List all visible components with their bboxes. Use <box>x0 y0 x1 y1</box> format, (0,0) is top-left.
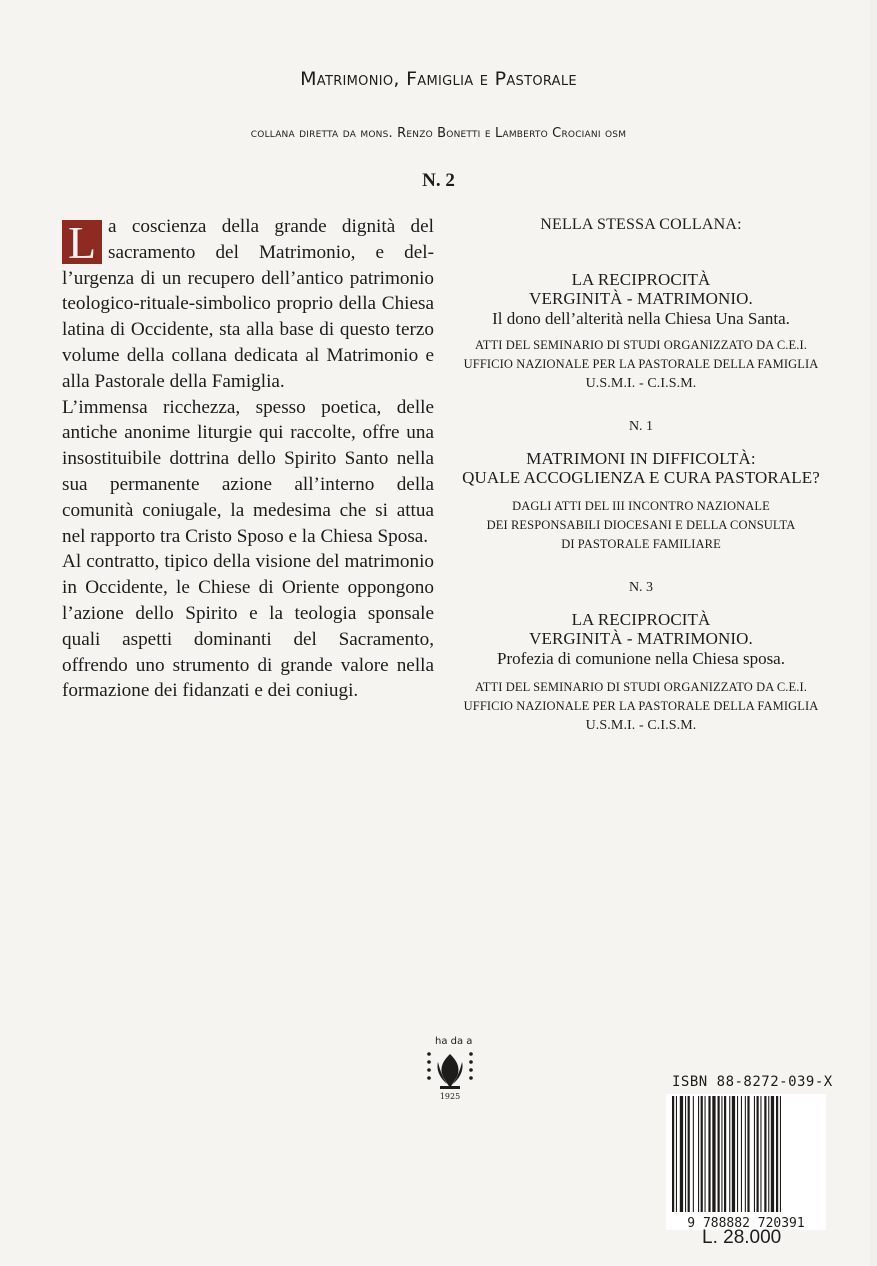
isbn-code: ISBN 88-8272-039-X <box>672 1074 833 1090</box>
barcode-bar <box>724 1096 726 1212</box>
barcode-bar <box>732 1096 735 1212</box>
publisher-year: 1925 <box>439 1092 461 1101</box>
book-note: U.S.M.I. - C.I.S.M. <box>585 376 697 391</box>
book-entry <box>456 419 826 554</box>
barcode-bar <box>701 1096 703 1212</box>
barcode-bar <box>685 1096 686 1212</box>
book-entry <box>456 270 826 393</box>
barcode-bar <box>776 1096 778 1212</box>
barcode-bar <box>780 1096 781 1212</box>
barcode-bar <box>737 1096 738 1212</box>
barcode-bar <box>680 1096 683 1212</box>
barcode-bar <box>688 1096 690 1212</box>
book-number: N. 1 <box>628 419 654 434</box>
barcode-bar <box>672 1096 674 1212</box>
barcode-bar <box>757 1096 759 1212</box>
book-title-line: MATRIMONI IN DIFFICOLTÀ: <box>526 449 756 468</box>
price: L. 28.000 <box>702 1227 782 1248</box>
description-paragraph-3: Al contratto, tipico della visione del matrimonio in Occidente, le Chiese di Oriente oppongono l’azione dello Spirito e la teologia sponsale quali aspetti dominanti del Sacramento, offrendo uno strumento di grande valore nella formazione dei fidanzati e dei coniugi. <box>62 551 434 702</box>
book-title-line: QUALE ACCOGLIENZA E CURA PASTORALE? <box>462 468 820 487</box>
book-note: DEI RESPONSABILI DIOCESANI E DELLA CONSULTA <box>486 518 796 532</box>
barcode <box>666 1094 826 1230</box>
barcode-bar <box>705 1096 706 1212</box>
barcode-bar <box>708 1096 710 1212</box>
book-number: N. 3 <box>628 580 654 595</box>
description-text <box>62 214 434 704</box>
barcode-bar <box>764 1096 766 1212</box>
book-title-line: LA RECIPROCITÀ <box>571 270 711 289</box>
book-title-line: LA RECIPROCITÀ <box>571 610 711 629</box>
dropcap-letter: L <box>62 220 102 264</box>
book-note: UFFICIO NAZIONALE PER LA PASTORALE DELLA FAMIGLIA <box>463 357 819 371</box>
publisher-logo-text: ha da a <box>435 1036 473 1047</box>
book-subtitle: Il dono dell’alterità nella Chiesa Una Santa. <box>492 309 790 328</box>
book-entry <box>456 580 826 735</box>
barcode-bar <box>741 1096 742 1212</box>
barcode-bar <box>676 1096 677 1212</box>
book-note: ATTI DEL SEMINARIO DI STUDI ORGANIZZATO DA C.E.I. <box>475 680 807 694</box>
barcode-bar <box>745 1096 746 1212</box>
barcode-bar <box>771 1096 774 1212</box>
barcode-bar <box>712 1096 715 1212</box>
book-note: ATTI DEL SEMINARIO DI STUDI ORGANIZZATO DA C.E.I. <box>475 338 807 352</box>
series-title: Matrimonio, Famiglia e Pastorale <box>300 68 577 90</box>
book-title-line: VERGINITÀ - MATRIMONIO. <box>529 629 753 648</box>
book-note: DI PASTORALE FAMILIARE <box>561 537 721 551</box>
volume-number: N. 2 <box>422 170 455 191</box>
barcode-bar <box>721 1096 722 1212</box>
barcode-bar <box>754 1096 755 1212</box>
barcode-bar <box>718 1096 720 1212</box>
barcode-number: 9 788882 720391 <box>687 1216 805 1230</box>
barcode-bar <box>747 1096 749 1212</box>
barcode-bar <box>693 1096 694 1212</box>
barcode-bar <box>698 1096 699 1212</box>
book-subtitle: Profezia di comunione nella Chiesa sposa. <box>497 649 785 668</box>
book-note: U.S.M.I. - C.I.S.M. <box>585 718 697 733</box>
description-paragraph-2: L’immensa ricchezza, spesso poetica, delle antiche anonime liturgie qui raccolte, offre una insostituibile dottrina dello Spirito Santo nella sua permanente azione all’interno della comunità coniugale, la medesima che si attua nel rapporto tra Cristo Sposo e la Chiesa Sposa. <box>62 396 434 547</box>
book-note: UFFICIO NAZIONALE PER LA PASTORALE DELLA FAMIGLIA <box>463 699 819 713</box>
description-paragraph-1: a coscienza della grande dignità del sacramento del Matrimonio, e dell’urgenza di un recupero dell’antico patrimonio teologico-rituale-simbolico proprio della Chiesa latina di Occidente, sta alla base di questo terzo volume della collana dedicata al Matrimonio e alla Pastorale della Famiglia. <box>62 216 434 392</box>
same-series-heading: NELLA STESSA COLLANA: <box>540 216 742 233</box>
barcode-bar <box>760 1096 761 1212</box>
barcode-bar <box>768 1096 769 1212</box>
barcode-bar <box>729 1096 730 1212</box>
same-series-list <box>456 216 826 735</box>
book-title-line: VERGINITÀ - MATRIMONIO. <box>529 289 753 308</box>
book-note: DAGLI ATTI DEL III INCONTRO NAZIONALE <box>512 499 770 513</box>
series-editors: collana diretta da mons. Renzo Bonetti e Lamberto Crociani osm <box>250 126 627 141</box>
